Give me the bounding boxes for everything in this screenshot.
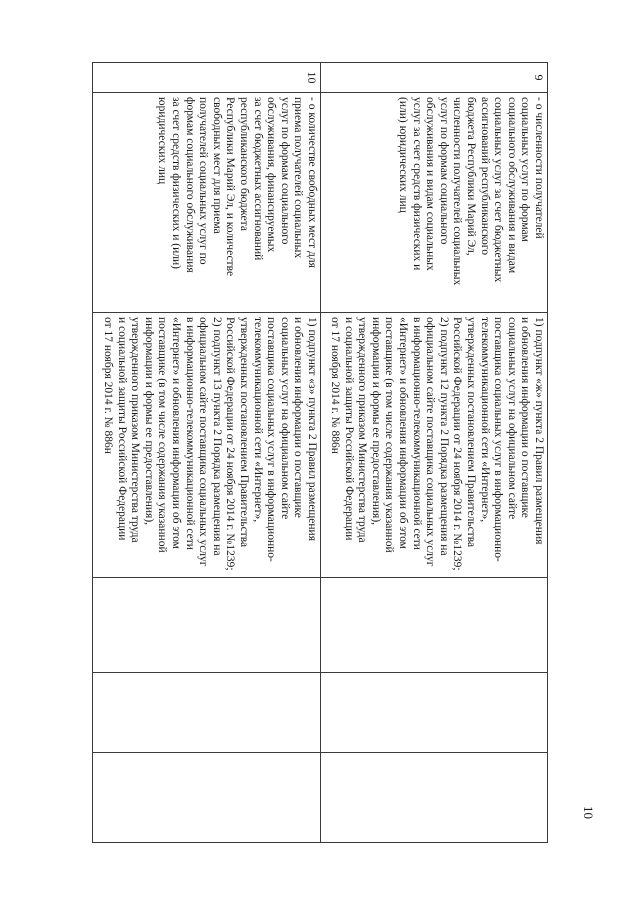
requirements-table-rotated: [93, 62, 548, 842]
empty-cell: [321, 753, 548, 843]
empty-cell: [321, 578, 548, 673]
legal-basis-cell: 1) подпункт «з» пункта 2 Правил размещения и обновления информации о поставщике социальных услуг на официальном сайте поставщика социальных услуг в информационно- телекоммуникационной сети «Интернет», утвержденных постановлением Правительства Российской Федерации от 24 ноября 2014 г. №1239; 2) подпункт 13 пункта 2 Порядка размещения на официальном сайте поставщика социальных услуг в информационно-телекоммуникационной сети «Интернет» и обновления информации об этом поставщике (в том числе содержания указанной информации и формы ее предоставления), утвержденного приказом Министерства труда и социальной защиты Российской Федерации от 17 ноября 2014 г. № 886н: [93, 313, 321, 578]
empty-cell: [93, 673, 321, 753]
table-row: [321, 63, 548, 843]
requirements-table: [92, 62, 548, 843]
row-number: 9: [321, 63, 548, 93]
empty-cell: [93, 578, 321, 673]
page-number: 10: [581, 806, 596, 819]
empty-cell: [321, 673, 548, 753]
indicator-cell: - о численности получателей социальных услуг по формам социального обслуживания и видам социальных услуг за счет бюджетных ассигнований республиканского бюджета Республики Марий Эл, численности получателей социальных услуг по формам социального обслуживания и видам социальных услуг за счет средств физических и (или) юридических лиц: [321, 93, 548, 313]
empty-cell: [93, 753, 321, 843]
table-row: [93, 63, 321, 843]
legal-basis-cell: 1) подпункт «ж» пункта 2 Правил размещения и обновления информации о поставщике социальных услуг на официальном сайте поставщика социальных услуг в информационно- телекоммуникационной сети «Интернет», утвержденных постановлением Правительства Российской Федерации от 24 ноября 2014 г. №1239; 2) подпункт 12 пункта 2 Порядка размещения на официальном сайте поставщика социальных услуг в информационно-телекоммуникационной сети «Интернет» и обновления информации об этом поставщике (в том числе содержания указанной информации и формы ее предоставления), утвержденного приказом Министерства труда и социальной защиты Российской Федерации от 17 ноября 2014 г. № 886н: [321, 313, 548, 578]
row-number: 10: [93, 63, 321, 93]
indicator-cell: - о количестве свободных мест для приема получателей социальных услуг по формам социального обслуживания, финансируемых за счет бюджетных ассигнований республиканского бюджета Республики Марий Эл, и количестве свободных мест для приема получателей социальных услуг по формам социального обслуживания за счет средств физических и (или) юридических лиц: [93, 93, 321, 313]
